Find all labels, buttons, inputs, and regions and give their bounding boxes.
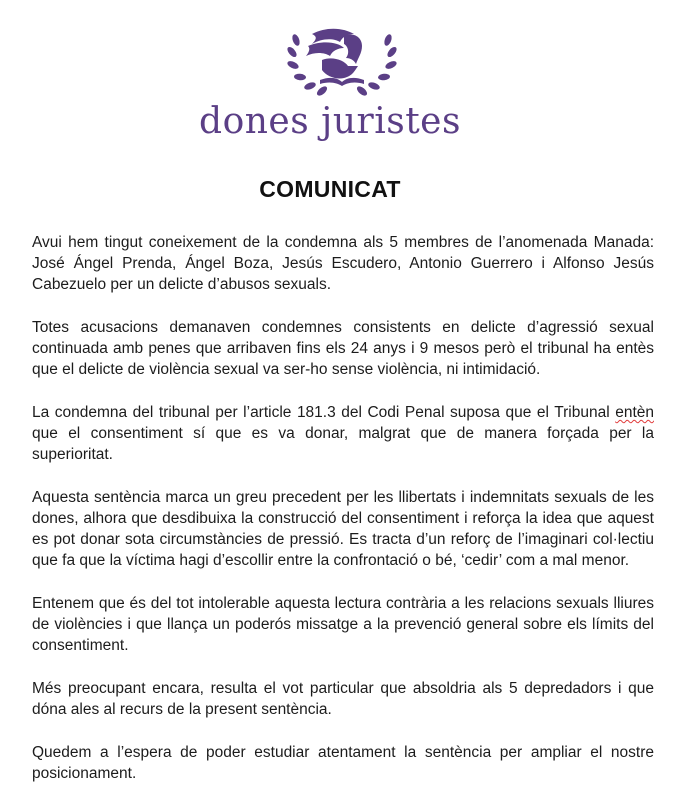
logo — [0, 6, 690, 146]
paragraph: Més preocupant encara, resulta el vot particular que absoldria als 5 depredadors i que dóna ales al recurs de la present sentència. — [32, 680, 654, 718]
paragraph-text: que el consentiment sí que es va donar, malgrat que de manera forçada per la superioritat. — [32, 425, 654, 463]
document-body — [32, 232, 654, 806]
spellcheck-flagged-word: entèn — [615, 404, 654, 421]
document-title: COMUNICAT — [259, 176, 401, 202]
paragraph: Entenem que és del tot intolerable aquesta lectura contrària a les relacions sexuals lliures de violències i que llança un poderós missatge a la prevenció general sobre els límits del consentiment. — [32, 595, 654, 654]
paragraph: Aquesta sentència marca un greu precedent per les llibertats i indemnitats sexuals de les dones, alhora que desdibuixa la construcció del consentiment i reforça la idea que aquest es pot donar sota circumstàncies de pressió. Es tracta d’un reforç de l’imaginari col·lectiu que fa que la víctima hagi d’escollir entre la confrontació o bé, ‘cedir’ com a mal menor. — [32, 489, 654, 569]
paragraph-text: La condemna del tribunal per l’article 181.3 del Codi Penal suposa que el Tribunal — [32, 404, 616, 421]
paragraph: Quedem a l’espera de poder estudiar atentament la sentència per ampliar el nostre posicionament. — [32, 744, 654, 782]
woman-laurel-logo-icon — [282, 20, 402, 100]
logo-wordmark: dones juristes — [199, 101, 461, 142]
paragraph: Avui hem tingut coneixement de la condemna als 5 membres de l’anomenada Manada: José Ángel Prenda, Ángel Boza, Jesús Escudero, Antonio Guerrero i Alfonso Jesús Cabezuelo per un delicte d’abusos sexuals. — [32, 234, 654, 293]
paragraph: Totes acusacions demanaven condemnes consistents en delicte d’agressió sexual continuada amb penes que arribaven fins els 24 anys i 9 mesos però el tribunal ha entès que el delicte de violència sexual va ser-ho sense violència, ni intimidació. — [32, 319, 654, 378]
paragraph — [32, 402, 654, 465]
